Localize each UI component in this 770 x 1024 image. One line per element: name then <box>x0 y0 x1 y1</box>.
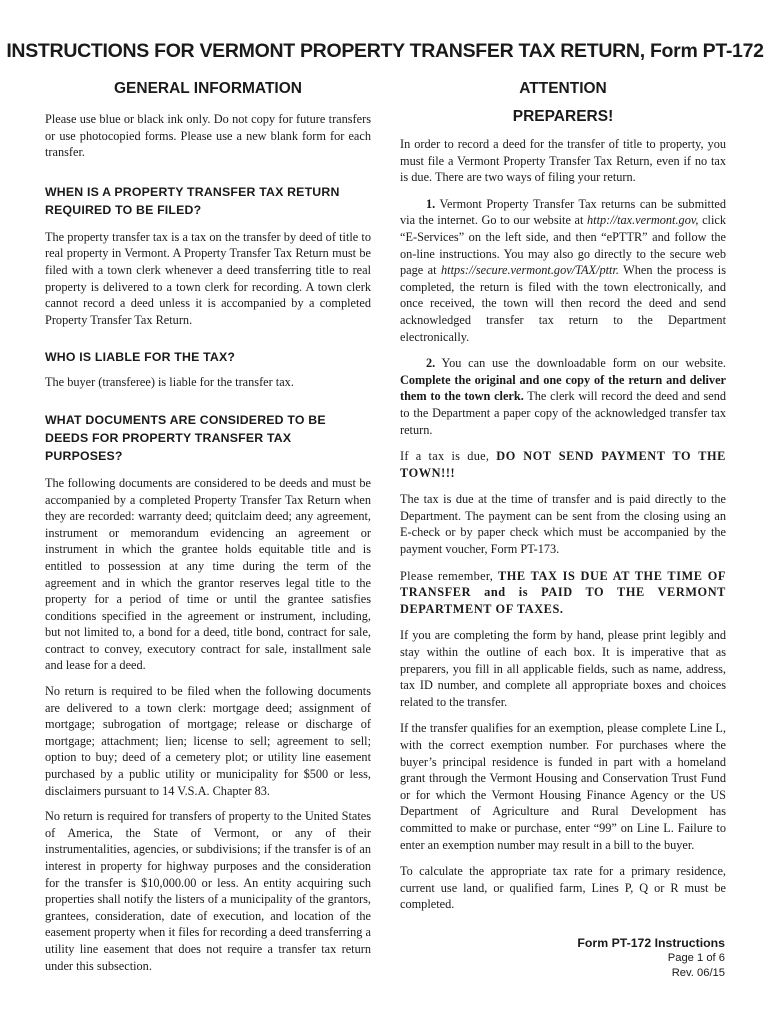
left-column <box>45 80 371 974</box>
when-required-answer: The property transfer tax is a tax on the transfer by deed of title to real property in Vermont. A Property Transfer Tax Return must be filed with a town clerk whenever a deed transferring title to real property is delivered to a town clerk for recording. A town clerk cannot record a deed unless it is accompanied by a completed Property Transfer Tax Return. <box>45 229 371 327</box>
who-liable-heading: WHO IS LIABLE FOR THE TAX? <box>45 350 236 365</box>
footer-form-title: Form PT-172 Instructions <box>577 936 725 950</box>
tax-rate-paragraph: To calculate the appropriate tax rate for a primary residence, current use land, or qualified farm, Lines P, Q or R must be completed. <box>400 864 726 912</box>
intro-paragraph: Please use blue or black ink only. Do not copy for future transfers or use photocopied forms. Please use a new blank form for each transfer. <box>45 112 371 160</box>
exemption-paragraph: If the transfer qualifies for an exemption, please complete Line L, with the correct exemption number. For purchases where the buyer’s principal residence is funded in part with a homeland grant through the Vermont Housing and Conservation Trust Fund or for which the Vermont Housing Finance Agency or the US Department of Agriculture and Rural Development has committed to make or purchase, enter “99” on Line L. Failure to enter an exemption number may result in a bill to the buyer. <box>400 721 726 852</box>
record-deed-paragraph: In order to record a deed for the transfer of title to property, you must file a Vermont Property Transfer Tax Return, even if no tax is due. There are two ways of filing your return. <box>400 137 726 185</box>
tax-website-link[interactable]: http://tax.vermont.gov, <box>587 213 699 228</box>
attention-heading: ATTENTION <box>519 80 607 97</box>
preparers-heading: PREPARERS! <box>512 108 614 125</box>
footer-page-number: Page 1 of 6 <box>667 952 725 964</box>
page-footer <box>577 935 725 981</box>
item-number-2: 2. <box>426 356 436 371</box>
secure-pttr-link[interactable]: https://secure.vermont.gov/TAX/pttr. <box>441 263 619 278</box>
right-column <box>400 80 726 913</box>
documents-deeds-paragraph: The following documents are considered to be deeds and must be accompanied by a completed Property Transfer Tax Return when they are recorded: warranty deed; quitclaim deed; any agreement, instrument or memorandum evidencing an agreement or instrument in which the grantee holds equitable title and is entitled to possession at any time during the term of the agreement and in which the grantor reserves legal title to the property for a period of time or until the grantee satisfies conditions specified in the agreement or instrument, including, but not limited to, a bond for a deed, title bond, contract for sale, contract to convey, executory contract for sale, installment sale and lease for a deed. <box>45 475 371 673</box>
documents-exempt-paragraph: No return is required for transfers of property to the United States of America, the State of Vermont, or any of their instrumentalities, agencies, or subdivisions; if the transfer is of an interest in property for highway purposes and the consideration for the transfer is $10,000.00 or less. An entity acquiring such properties shall notify the listers of a municipality of the grantors, grantees, consideration, date of execution, and location of the easement property when it files for recording a deed transferring a utility line easement that does not require a transfer tax return under this subsection. <box>45 809 371 973</box>
when-required-heading: WHEN IS A PROPERTY TRANSFER TAX RETURN REQUIRED TO BE FILED? <box>45 184 340 217</box>
paper-filing-paragraph: 2. You can use the downloadable form on our website. Complete the original and one copy of the return and deliver them to the town clerk. The clerk will record the deed and send to the Department a paper copy of the acknowledged transfer tax return. <box>400 356 726 437</box>
payment-warning-paragraph: If a tax is due, DO NOT SEND PAYMENT TO THE TOWN!!! <box>400 449 726 480</box>
reminder-paragraph: Please remember, THE TAX IS DUE AT THE TIME OF TRANSFER and is PAID TO THE VERMONT DEPARTMENT OF TAXES. <box>400 568 726 616</box>
by-hand-paragraph: If you are completing the form by hand, please print legibly and stay within the outline of each box. It is imperative that as preparers, you fill in all applicable fields, such as name, address, tax ID number, and complete all appropriate boxes and choices related to the transfer. <box>400 628 726 709</box>
tax-due-paragraph: The tax is due at the time of transfer and is paid directly to the Department. The payment can be sent from the closing using an E-check or by paper check which must be accompanied by the payment voucher, Form PT-173. <box>400 492 726 557</box>
document-title: INSTRUCTIONS FOR VERMONT PROPERTY TRANSFER TAX RETURN, Form PT-172 <box>6 40 764 62</box>
item-number-1: 1. <box>426 196 436 211</box>
documents-no-return-paragraph: No return is required to be filed when the following documents are delivered to a town clerk: mortgage deed; assignment of mortgage; subrogation of mortgage; release or discharge of mortgage; attachment; lien; license to sell; agreement to sell; option to buy; deed of a cemetery plot; or utility line easement purchased by a public utility or municipality for $500 or less, disclaimers pursuant to 14 V.S.A. Chapter 83. <box>45 684 371 798</box>
footer-revision: Rev. 06/15 <box>671 967 725 979</box>
who-liable-answer: The buyer (transferee) is liable for the transfer tax. <box>45 375 294 390</box>
electronic-filing-paragraph: 1. Vermont Property Transfer Tax returns can be submitted via the internet. Go to our website at http://tax.vermont.gov, click “E-Services” on the left side, and then “ePTTR” and follow the on-line instructions. You may also go directly to the secure web page at https://secure.vermont.gov/TAX/pttr. When the process is completed, the return is filed with the town electronically, and once received, the town will then record the deed and send acknowledged transfer tax return to the Department electronically. <box>400 196 726 344</box>
general-information-heading: GENERAL INFORMATION <box>113 80 302 97</box>
documents-heading: WHAT DOCUMENTS ARE CONSIDERED TO BE DEEDS FOR PROPERTY TRANSFER TAX PURPOSES? <box>45 412 326 463</box>
